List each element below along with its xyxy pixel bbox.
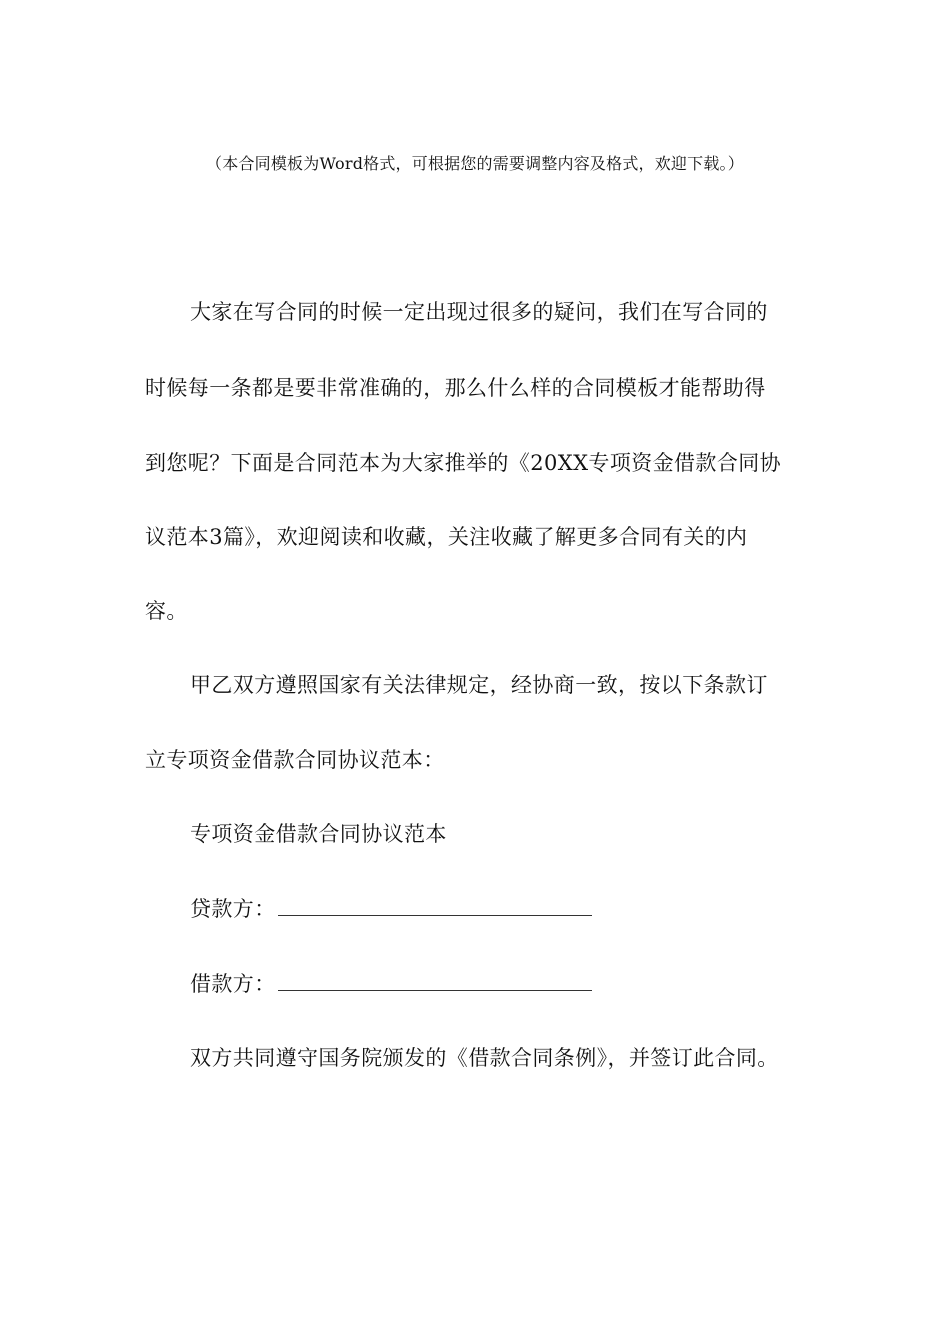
- borrower-blank-field[interactable]: [278, 972, 592, 991]
- lender-label: 贷款方：: [190, 897, 276, 921]
- intro-line-2: 时候每一条都是要非常准确的，那么什么样的合同模板才能帮助得: [145, 376, 766, 400]
- contract-title: 专项资金借款合同协议范本: [190, 822, 447, 846]
- agreement-line-2: 立专项资金借款合同协议范本：: [145, 748, 445, 772]
- intro-line-4: 议范本3篇》，欢迎阅读和收藏，关注收藏了解更多合同有关的内: [145, 525, 748, 549]
- intro-line-1: 大家在写合同的时候一定出现过很多的疑问，我们在写合同的: [190, 300, 768, 324]
- intro-line-3: 到您呢？下面是合同范本为大家推举的《20XX专项资金借款合同协: [145, 451, 782, 475]
- borrower-label: 借款方：: [190, 972, 276, 996]
- agreement-line-1: 甲乙双方遵照国家有关法律规定，经协商一致，按以下条款订: [190, 673, 768, 697]
- final-line: 双方共同遵守国务院颁发的《借款合同条例》，并签订此合同。: [190, 1046, 779, 1070]
- lender-blank-field[interactable]: [278, 897, 592, 916]
- template-note: （本合同模板为Word格式，可根据您的需要调整内容及格式，欢迎下载。）: [206, 154, 744, 173]
- intro-line-5: 容。: [145, 599, 188, 623]
- borrower-row: [190, 968, 592, 1000]
- lender-row: [190, 893, 592, 925]
